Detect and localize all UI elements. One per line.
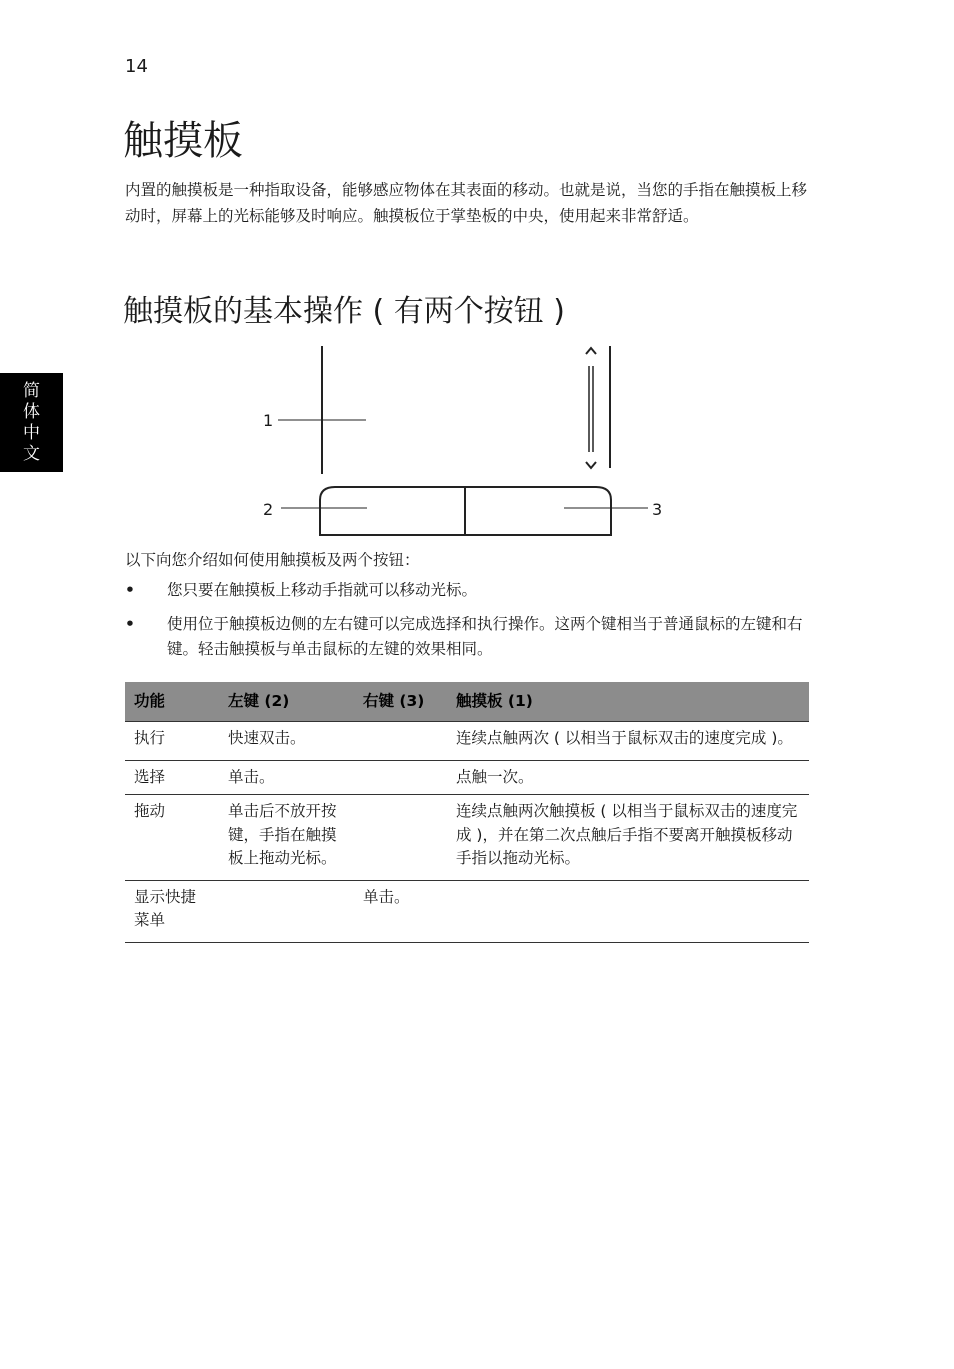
- header-touchpad: 触摸板 (1): [447, 682, 809, 722]
- table-cell: [447, 880, 809, 942]
- header-left-button: 左键 (2): [219, 682, 354, 722]
- side-tab-char: 文: [23, 443, 40, 464]
- label-3: 3: [652, 500, 663, 519]
- table-row: [125, 722, 809, 761]
- bullet-text: 您只要在触摸板上移动手指就可以移动光标。: [167, 581, 478, 599]
- side-tab-char: 中: [23, 422, 40, 443]
- language-side-tab: [0, 373, 63, 472]
- side-tab-char: 体: [23, 401, 40, 422]
- header-function: 功能: [125, 682, 219, 722]
- table-cell: [354, 722, 447, 761]
- table-header-row: [125, 682, 809, 722]
- lead-text: 以下向您介绍如何使用触摸板及两个按钮：: [125, 551, 420, 569]
- page-number: 14: [125, 56, 148, 77]
- section-title: 触摸板的基本操作 ( 有两个按钮 ): [123, 294, 566, 329]
- table-cell: 选择: [125, 760, 219, 795]
- table-cell: 显示快捷菜单: [125, 880, 219, 942]
- label-2: 2: [263, 500, 274, 519]
- table-cell: 快速双击。: [219, 722, 354, 761]
- table-cell: [219, 880, 354, 942]
- table-cell: [354, 760, 447, 795]
- page-title: 触摸板: [123, 118, 243, 164]
- table-cell: 连续点触两次 ( 以相当于鼠标双击的速度完成 )。: [447, 722, 809, 761]
- table-row: [125, 880, 809, 942]
- label-1: 1: [263, 411, 274, 430]
- table-cell: [354, 795, 447, 881]
- table-cell: 单击。: [219, 760, 354, 795]
- table-cell: 执行: [125, 722, 219, 761]
- operations-table: [125, 682, 809, 943]
- table-cell: 点触一次。: [447, 760, 809, 795]
- list-item: [125, 612, 805, 663]
- header-right-button: 右键 (3): [354, 682, 447, 722]
- intro-paragraph: 内置的触摸板是一种指取设备，能够感应物体在其表面的移动。也就是说，当您的手指在触摸板上移动时，屏幕上的光标能够及时响应。触摸板位于掌垫板的中央，使用起来非常舒适。: [125, 181, 808, 225]
- table-row: [125, 760, 809, 795]
- bullet-list: [125, 578, 805, 663]
- table-row: [125, 795, 809, 881]
- touchpad-diagram: [255, 340, 675, 545]
- table-cell: 单击。: [354, 880, 447, 942]
- scroll-down-arrow-icon: [586, 462, 596, 468]
- bullet-text: 使用位于触摸板边侧的左右键可以完成选择和执行操作。这两个键相当于普通鼠标的左键和右键。轻击触摸板与单击鼠标的左键的效果相同。: [167, 614, 803, 658]
- scroll-up-arrow-icon: [586, 348, 596, 354]
- side-tab-char: 简: [23, 380, 40, 401]
- bullet-icon: •: [125, 614, 135, 633]
- table-cell: 单击后不放开按键，手指在触摸板上拖动光标。: [219, 795, 354, 881]
- table-cell: 连续点触两次触摸板 ( 以相当于鼠标双击的速度完成 )，并在第二次点触后手指不要离开触摸板移动手指以拖动光标。: [447, 795, 809, 881]
- table-cell: 拖动: [125, 795, 219, 881]
- list-item: [125, 578, 805, 604]
- bullet-icon: •: [125, 581, 135, 599]
